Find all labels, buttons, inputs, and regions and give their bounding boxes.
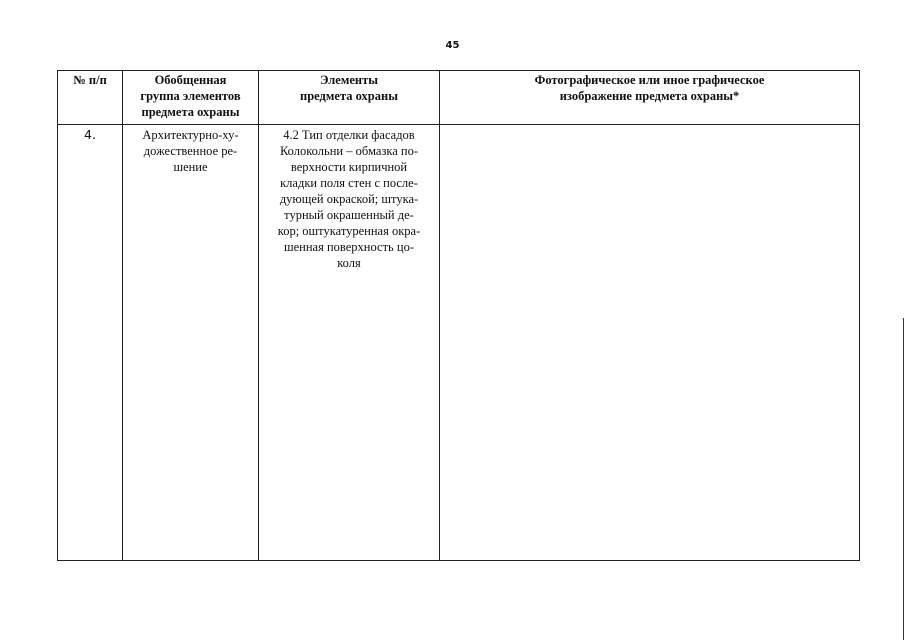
scan-edge-line: [903, 318, 904, 640]
row-num: 4.: [58, 125, 123, 561]
protection-elements-table: [57, 70, 860, 561]
header-elements: Элементы предмета охраны: [259, 71, 440, 125]
row-group: Архитектурно-ху- дожественное ре- шение: [123, 125, 259, 561]
header-num: № п/п: [58, 71, 123, 125]
row-photo: [440, 125, 860, 561]
table-header-row: [58, 71, 860, 125]
photo-placeholder: [440, 127, 859, 560]
header-photo: Фотографическое или иное графическое изображение предмета охраны*: [440, 71, 860, 125]
row-elements: 4.2 Тип отделки фасадов Колокольни – обмазка по- верхности кирпичной кладки поля стен с после- дующей окраской; штука- турный окрашенный де- кор; оштукатуренная окра- шенная поверхность цо- коля: [259, 125, 440, 561]
header-group: Обобщенная группа элементов предмета охраны: [123, 71, 259, 125]
table-row: [58, 125, 860, 561]
page-number: 45: [445, 40, 460, 51]
